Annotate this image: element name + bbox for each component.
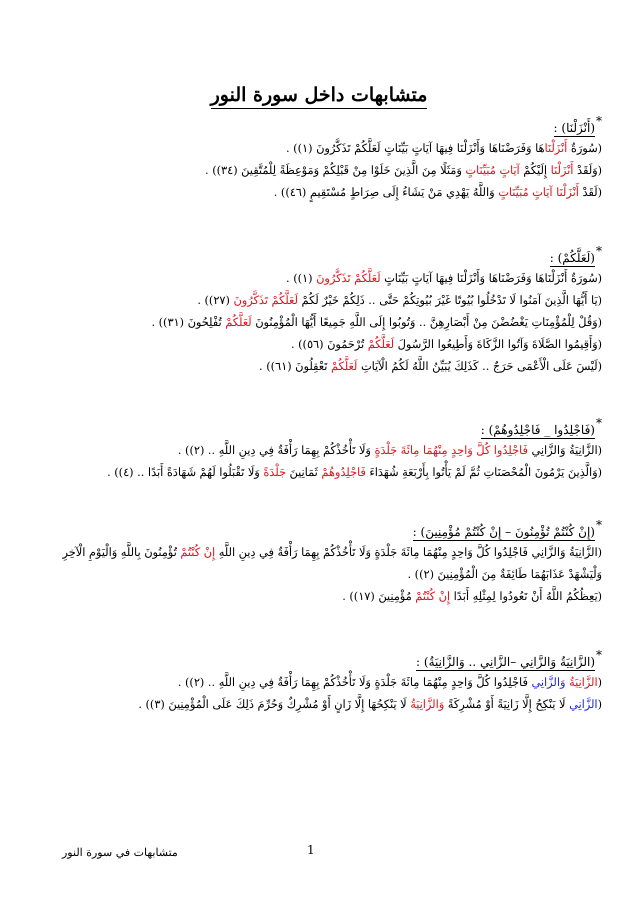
verse-text: وَلْيَشْهَدْ عَذَابَهُمَا طَائِفَةٌ مِنَ الْمُؤْمِنِينَ (٢)) . — [407, 568, 602, 581]
verse-text: وَمَثَلًا مِنَ الَّذِينَ خَلَوْا مِنْ قَبْلِكُمْ وَمَوْعِظَةً لِلْمُتَّقِينَ (٣٤)) . — [205, 164, 466, 177]
verse-text: مُؤْمِنِينَ (١٧)) . — [342, 590, 416, 603]
verse-text: لَا يَنْكِحُ إِلَّا زَانِيَةً أَوْ مُشْرِكَةً — [444, 698, 570, 711]
highlight-red: أَنْزَلْنَا — [550, 164, 574, 177]
verse-text: وَلَا تَقْبَلُوا لَهُمْ شَهَادَةً أَبَدًا .. (٤)) . — [107, 466, 264, 479]
highlight-red: آيَاتٍ مُبَيِّنَاتٍ — [465, 164, 520, 177]
verse-text: (وَقُلْ لِلْمُؤْمِنَاتِ يَغْضُضْنَ مِنْ أَبْصَارِهِنَّ .. وَتُوبُوا إِلَى اللَّهِ جَمِيعًا أَيُّهَا الْمُؤْمِنُونَ — [251, 316, 602, 329]
verse-text: (٢٧)) . — [197, 294, 234, 307]
verse-text: وَاللَّهُ يَهْدِي مَنْ يَشَاءُ إِلَى صِرَاطٍ مُسْتَقِيمٍ (٤٦)) . — [273, 186, 499, 199]
verse-line — [32, 440, 602, 462]
highlight-red: أَنْزَلْنَا آيَاتٍ مُبَيِّنَاتٍ — [498, 186, 579, 199]
verse-text: (وَالَّذِينَ يَرْمُونَ الْمُحْصَنَاتِ ثُمَّ لَمْ يَأْتُوا بِأَرْبَعَةِ شُهَدَاءَ — [365, 466, 602, 479]
verse-text: تُفْلِحُونَ (٣١)) . — [151, 316, 226, 329]
verse-line — [32, 160, 602, 182]
verse-line — [32, 334, 602, 356]
group-heading — [32, 244, 602, 268]
highlight-blue: وَالزَّانِي — [531, 676, 566, 689]
verse-text: (وَلَقَدْ — [573, 164, 602, 177]
group-heading-text: (إِنْ كُنْتُمْ تُؤْمِنُونَ – إِنْ كُنْتُمْ مُؤْمِنِينَ) : — [412, 525, 595, 539]
verse-text: تُرْحَمُونَ (٥٦)) . — [290, 338, 368, 351]
group-heading — [32, 648, 602, 672]
asterisk-icon: * — [596, 416, 602, 430]
verse-text: (يَا أَيُّهَا الَّذِينَ آمَنُوا لَا تَدْخُلُوا بُيُوتًا غَيْرَ بُيُوتِكُمْ حَتَّى .. ذَلِكُمْ خَيْرٌ لَكُمْ — [297, 294, 602, 307]
verse-group — [32, 648, 602, 716]
group-heading — [32, 518, 602, 542]
group-heading — [32, 416, 602, 440]
verse-line — [32, 290, 602, 312]
verse-group — [32, 416, 602, 484]
page-title — [0, 84, 638, 106]
group-heading-text: (الزَّانِيَةُ وَالزَّانِي –الزَّانِي .. وَالزَّانِيَةُ) : — [416, 655, 595, 669]
verse-group — [32, 114, 602, 204]
verse-text: (لَقَدْ — [578, 186, 602, 199]
verse-text: (١)) . — [286, 272, 317, 285]
verse-text: إِلَيْكُمْ — [519, 164, 551, 177]
asterisk-icon: * — [596, 244, 602, 258]
verse-group — [32, 244, 602, 378]
highlight-red: لَعَلَّكُمْ تَذَكَّرُونَ — [233, 294, 298, 307]
verse-text: تَعْقِلُونَ (٦١)) . — [259, 360, 331, 373]
verse-line — [32, 694, 602, 716]
highlight-red: لَعَلَّكُمْ تَذَكَّرُونَ — [316, 272, 381, 285]
highlight-red: وَالزَّانِيَةُ — [410, 698, 445, 711]
verse-text: (سُورَةٌ — [567, 142, 602, 155]
group-heading-text: (لَعَلَّكُمْ) : — [549, 251, 595, 265]
verse-text: ( — [597, 676, 602, 689]
page-number: 1 — [307, 843, 315, 857]
highlight-red: أَنْزَلْنَا — [544, 142, 568, 155]
verse-line — [32, 356, 602, 378]
highlight-red: فَاجْلِدُوا كُلَّ وَاحِدٍ مِنْهُمَا مِائَةَ جَلْدَةٍ — [374, 444, 528, 457]
verse-text: (يَعِظُكُمُ اللَّهُ أَنْ تَعُودُوا لِمِثْلِهِ أَبَدًا — [450, 590, 602, 603]
verse-text: ( — [597, 698, 602, 711]
highlight-red: لَعَلَّكُمْ — [367, 338, 395, 351]
highlight-red: إِنْ كُنْتُمْ — [180, 546, 216, 559]
verse-text: هَا وَفَرَضْنَاهَا وَأَنْزَلْنَا فِيهَا آيَاتٍ بَيِّنَاتٍ لَعَلَّكُمْ تَذَكَّرُونَ (١)) . — [286, 142, 545, 155]
group-heading-text: (أَنْزَلْنَا) : — [553, 121, 595, 135]
highlight-red: لَعَلَّكُمْ — [330, 360, 358, 373]
verse-line — [32, 586, 602, 608]
verse-text: تُؤْمِنُونَ بِاللَّهِ وَالْيَوْمِ الْآخِرِ — [62, 546, 181, 559]
group-heading — [32, 114, 602, 138]
verse-text: ثَمَانِينَ — [285, 466, 322, 479]
highlight-red: لَعَلَّكُمْ — [225, 316, 252, 329]
verse-text: (وَأَقِيمُوا الصَّلَاةَ وَآتُوا الزَّكَاةَ وَأَطِيعُوا الرَّسُولَ — [394, 338, 602, 351]
verse-line — [32, 542, 602, 564]
group-heading-text: (فَاجْلِدُوا _ فَاجْلِدُوهُمْ) : — [480, 423, 595, 437]
verse-text: لَا يَنْكِحُهَا إِلَّا زَانٍ أَوْ مُشْرِكٌ وَحُرِّمَ ذَلِكَ عَلَى الْمُؤْمِنِينَ (٣)) . — [138, 698, 411, 711]
verse-line — [32, 138, 602, 160]
verse-line — [32, 564, 602, 586]
verse-text: فَاجْلِدُوا كُلَّ وَاحِدٍ مِنْهُمَا مِائَةَ جَلْدَةٍ وَلَا تَأْخُذْكُمْ بِهِمَا رَأْفَةٌ فِي دِينِ اللَّهِ .. (٢)) . — [177, 676, 532, 689]
verse-text: (الزَّانِيَةُ وَالزَّانِي فَاجْلِدُوا كُلَّ وَاحِدٍ مِنْهُمَا مِائَةَ جَلْدَةٍ وَلَا تَأْخُذْكُمْ بِهِمَا رَأْفَةٌ فِي دِينِ اللَّهِ — [215, 546, 602, 559]
verse-text: (الزَّانِيَةُ وَالزَّانِي — [527, 444, 602, 457]
verse-text: (لَيْسَ عَلَى الْأَعْمَى حَرَجٌ .. كَذَلِكَ يُبَيِّنُ اللَّهُ لَكُمُ الْآيَاتِ — [357, 360, 602, 373]
highlight-red: إِنْ كُنْتُمْ — [415, 590, 451, 603]
highlight-red: جَلْدَةً — [263, 466, 286, 479]
verse-line — [32, 312, 602, 334]
page-title-text: متشابهات داخل سورة النور — [211, 84, 428, 109]
verse-line — [32, 672, 602, 694]
asterisk-icon: * — [596, 518, 602, 532]
verse-line — [32, 268, 602, 290]
highlight-red: الزَّانِيَةُ — [569, 676, 598, 689]
highlight-blue: الزَّانِي — [569, 698, 598, 711]
verse-text: وَلَا تَأْخُذْكُمْ بِهِمَا رَأْفَةٌ فِي دِينِ اللَّهِ .. (٢)) . — [177, 444, 375, 457]
highlight-red: فَاجْلِدُوهُمْ — [321, 466, 366, 479]
verse-group — [32, 518, 602, 608]
verse-line — [32, 182, 602, 204]
asterisk-icon: * — [596, 114, 602, 128]
verse-text: (سُورَةٌ أَنْزَلْنَاهَا وَفَرَضْنَاهَا وَأَنْزَلْنَا فِيهَا آيَاتٍ بَيِّنَاتٍ — [380, 272, 602, 285]
running-footer: متشابهات في سورة النور — [62, 846, 178, 859]
verse-line — [32, 462, 602, 484]
asterisk-icon: * — [596, 648, 602, 662]
